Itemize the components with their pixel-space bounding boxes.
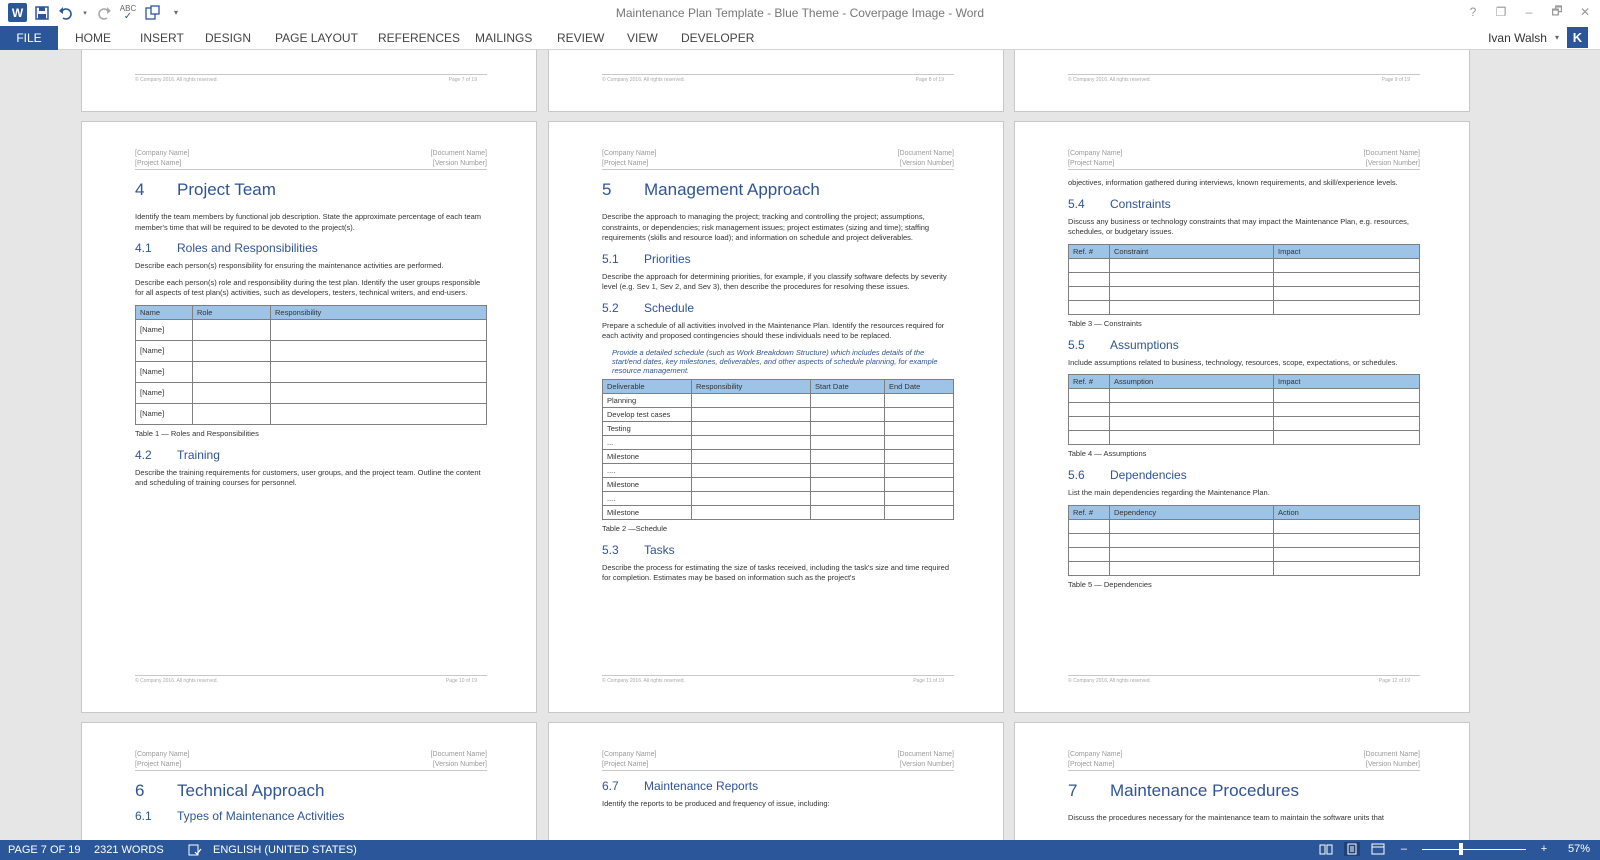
paragraph: objectives, information gathered during interviews, known requirements, and skill/experience levels. — [1068, 178, 1398, 187]
paragraph: Discuss any business or technology constraints that may impact the Maintenance Plan, e.g. resources, schedules, or budgetary issues. — [1068, 216, 1410, 236]
close-icon[interactable]: ✕ — [1579, 5, 1591, 19]
zoom-in-icon[interactable]: + — [1540, 843, 1548, 855]
constraints-table — [1068, 244, 1420, 315]
save-icon[interactable] — [33, 4, 51, 22]
table-row: Develop test cases — [603, 407, 954, 421]
spelling-icon[interactable]: ABC ✓ — [119, 3, 137, 22]
word-icon[interactable]: W — [8, 3, 27, 22]
paragraph: Describe the training requirements for customers, user groups, and the project team. Outline the content and scheduling of training courses for personnel. — [135, 467, 481, 487]
heading-maintenance-procedures: 7 Maintenance Procedures — [1068, 781, 1300, 800]
page-body — [602, 779, 954, 816]
page-header: [Company Name] [Project Name] [Document Name] [Version Number] — [1068, 148, 1420, 170]
page-footer: © Company 2016. All rights reserved. Page 7 of 19 — [135, 74, 487, 83]
heading-schedule: 5.2 Schedule — [602, 300, 695, 315]
table-row — [1069, 547, 1420, 561]
table-header: Role — [193, 305, 271, 319]
document-area[interactable] — [0, 50, 1600, 840]
paragraph: Identify the team members by functional job description. State the approximate percentage of each team member's time that will be required to be devoted to the project(s). — [135, 212, 482, 232]
table-header: End Date — [885, 379, 954, 393]
web-layout-icon[interactable] — [1370, 842, 1386, 856]
heading-assumptions: 5.5 Assumptions — [1068, 337, 1179, 352]
paragraph: Describe the approach for determining priorities, for example, if you classify software defects by severity level (e.g. Sev 1, Sev 2, and Sev 3), then describe the procedures for resolving these issues. — [602, 271, 947, 291]
tab-insert[interactable]: INSERT — [140, 31, 184, 45]
table-header: Start Date — [811, 379, 885, 393]
ribbon-tabs — [0, 26, 1600, 50]
status-bar — [0, 840, 1600, 860]
user-account[interactable] — [1488, 27, 1588, 48]
table-header: Constraint — [1110, 244, 1274, 258]
restore-icon[interactable]: 🗗 — [1551, 3, 1563, 18]
print-preview-icon[interactable] — [143, 4, 161, 22]
heading-maintenance-activities: 6.1 Types of Maintenance Activities — [135, 809, 345, 823]
table-header: Action — [1274, 505, 1420, 519]
paragraph: Describe each person(s) role and responsibility during the test plan. Identify the user groups responsible for all aspects of test plan(s) activities, such as developers, testers, technical writers, and end-users. — [135, 277, 481, 297]
proofing-icon[interactable] — [188, 844, 202, 859]
table-header: Ref. # — [1069, 244, 1110, 258]
page-footer: © Company 2016. All rights reserved. Page 8 of 19 — [602, 74, 954, 83]
help-icon[interactable]: ? — [1469, 5, 1477, 19]
table-row — [1069, 561, 1420, 575]
page-body — [135, 779, 487, 829]
table-row: ... — [603, 435, 954, 449]
heading-project-team: 4 Project Team — [135, 180, 276, 199]
table-row: Testing — [603, 421, 954, 435]
page-9 — [1014, 50, 1470, 112]
tab-file[interactable]: FILE — [0, 26, 58, 50]
table-row — [1069, 286, 1420, 300]
table-row — [1069, 519, 1420, 533]
table-header: Name — [136, 305, 193, 319]
heading-dependencies: 5.6 Dependencies — [1068, 468, 1187, 482]
table-header: Impact — [1274, 244, 1420, 258]
page-13 — [81, 722, 537, 840]
heading-constraints: 5.4 Constraints — [1068, 196, 1171, 211]
avatar: K — [1567, 27, 1588, 48]
table-row: Milestone — [603, 449, 954, 463]
table-caption: Table 1 — Roles and Responsibilities — [135, 428, 259, 438]
heading-training: 4.2 Training — [135, 447, 220, 462]
page-14 — [548, 722, 1004, 840]
table-row: .... — [603, 491, 954, 505]
language[interactable]: ENGLISH (UNITED STATES) — [213, 844, 357, 856]
table-caption: Table 3 — Constraints — [1068, 318, 1142, 328]
view-zoom-controls — [1318, 842, 1590, 856]
page-8 — [548, 50, 1004, 112]
tab-mailings[interactable]: MAILINGS — [475, 31, 533, 45]
page-7 — [81, 50, 537, 112]
schedule-table — [602, 379, 954, 520]
page-count[interactable]: PAGE 7 OF 19 — [8, 844, 81, 856]
quick-access-toolbar — [8, 3, 185, 22]
table-row: [Name] — [136, 382, 487, 403]
tab-references[interactable]: REFERENCES — [378, 31, 461, 45]
table-row — [1069, 300, 1420, 314]
table-header: Ref. # — [1069, 375, 1110, 389]
word-count[interactable]: 2321 WORDS — [94, 844, 164, 856]
page-footer: © Company 2016. All rights reserved. Page 9 of 19 — [1068, 74, 1420, 83]
paragraph: Identify the reports to be produced and frequency of issue, including: — [602, 799, 830, 808]
tab-design[interactable]: DESIGN — [205, 31, 252, 45]
table-caption: Table 4 — Assumptions — [1068, 449, 1147, 458]
page-header: [Company Name] [Project Name] [Document Name] [Version Number] — [135, 148, 487, 170]
table-row — [1069, 403, 1420, 417]
page-12 — [1014, 121, 1470, 713]
table-row: [Name] — [136, 340, 487, 361]
table-row: .... — [603, 463, 954, 477]
heading-management-approach: 5 Management Approach — [602, 180, 820, 199]
table-header: Assumption — [1110, 375, 1274, 389]
print-layout-icon[interactable] — [1344, 842, 1360, 856]
tab-developer[interactable]: DEVELOPER — [681, 31, 755, 45]
paragraph: List the main dependencies regarding the Maintenance Plan. — [1068, 488, 1270, 497]
page-header: [Company Name] [Project Name] [Document Name] [Version Number] — [135, 749, 487, 771]
tab-home[interactable]: HOME — [75, 31, 111, 45]
table-row: Milestone — [603, 505, 954, 519]
page-footer: © Company 2016. All rights reserved. Page 11 of 19 — [602, 675, 954, 684]
minimize-icon[interactable]: – — [1525, 5, 1533, 19]
page-footer: © Company 2016. All rights reserved. Page 12 of 19 — [1068, 675, 1420, 684]
paragraph: Describe the process for estimating the size of tasks received, including the task's size and time required for completion. Estimates may be based on information such as the project's — [602, 562, 950, 582]
customize-qat-icon[interactable]: ▾ — [173, 8, 178, 17]
table-header: Dependency — [1110, 505, 1274, 519]
heading-priorities: 5.1 Priorities — [602, 251, 691, 266]
page-11 — [548, 121, 1004, 713]
table-row — [1069, 272, 1420, 286]
undo-dropdown-icon[interactable]: ▾ — [83, 9, 87, 17]
roles-table — [135, 305, 487, 425]
chevron-down-icon: ▾ — [1554, 33, 1559, 42]
title-bar — [0, 0, 1600, 26]
page-10 — [81, 121, 537, 713]
zoom-out-icon[interactable]: – — [1400, 843, 1408, 855]
page-header: [Company Name] [Project Name] [Document Name] [Version Number] — [602, 749, 954, 771]
table-row — [1069, 389, 1420, 403]
table-row — [1069, 417, 1420, 431]
paragraph: Discuss the procedures necessary for the maintenance team to maintain the software units that — [1068, 813, 1384, 822]
heading-maintenance-reports: 6.7 Maintenance Reports — [602, 779, 759, 793]
zoom-level[interactable]: 57% — [1567, 843, 1590, 855]
page-15 — [1014, 722, 1470, 840]
table-caption: Table 5 — Dependencies — [1068, 579, 1152, 589]
assumptions-table — [1068, 374, 1420, 445]
table-row — [1069, 533, 1420, 547]
tab-view[interactable]: VIEW — [627, 31, 658, 45]
table-header: Responsibility — [271, 305, 487, 319]
table-header: Deliverable — [603, 379, 692, 393]
page-header: [Company Name] [Project Name] [Document Name] [Version Number] — [1068, 749, 1420, 771]
table-header: Ref. # — [1069, 505, 1110, 519]
paragraph: Include assumptions related to business, technology, resources, scope, expectations, or schedules. — [1068, 357, 1398, 367]
tab-page-layout[interactable]: PAGE LAYOUT — [275, 31, 358, 45]
page-body — [1068, 178, 1420, 599]
user-name: Ivan Walsh — [1488, 30, 1547, 45]
document-title: Maintenance Plan Template - Blue Theme - Coverpage Image - Word — [615, 6, 985, 20]
table-header: Impact — [1274, 375, 1420, 389]
ribbon-display-options-icon[interactable]: ❐ — [1495, 5, 1507, 19]
page-body — [1068, 779, 1420, 830]
instruction-note: Provide a detailed schedule (such as Work Breakdown Structure) which includes details of the start/end dates, key milestones, deliverables, and other aspects of schedule planning, for example resource management. — [612, 347, 938, 375]
table-row — [1069, 258, 1420, 272]
redo-icon[interactable] — [95, 4, 113, 22]
window-controls — [1462, 2, 1596, 22]
table-row — [1069, 431, 1420, 445]
table-caption: Table 2 —Schedule — [602, 523, 668, 533]
heading-tasks: 5.3 Tasks — [602, 542, 675, 557]
read-mode-icon[interactable] — [1318, 842, 1334, 856]
heading-roles: 4.1 Roles and Responsibilities — [135, 241, 318, 255]
page-body — [135, 178, 487, 495]
zoom-slider[interactable] — [1422, 842, 1526, 856]
undo-icon[interactable] — [57, 4, 75, 22]
table-row: [Name] — [136, 403, 487, 424]
table-row: Planning — [603, 393, 954, 407]
table-header: Responsibility — [692, 379, 811, 393]
page-body — [602, 178, 954, 590]
paragraph: Describe the approach to managing the project; tracking and controlling the project; assumptions, constraints, or dependencies; risk management issues; project estimates (sizing and time); staffing requirements (skills and resource load); and information on schedule and project deliverables. — [602, 212, 930, 242]
page-footer: © Company 2016. All rights reserved. Page 10 of 19 — [135, 675, 487, 684]
paragraph: Describe each person(s) responsibility for ensuring the maintenance activities are performed. — [135, 261, 444, 270]
paragraph: Prepare a schedule of all activities involved in the Maintenance Plan. Identify the resources required for each activity and proposed contingencies should these individuals need to be replaced. — [602, 320, 945, 340]
heading-technical-approach: 6 Technical Approach — [135, 781, 325, 800]
table-row: [Name] — [136, 361, 487, 382]
zoom-slider-thumb[interactable] — [1459, 843, 1463, 855]
table-row: Milestone — [603, 477, 954, 491]
page-header: [Company Name] [Project Name] [Document Name] [Version Number] — [602, 148, 954, 170]
dependencies-table — [1068, 505, 1420, 576]
table-row: [Name] — [136, 319, 487, 340]
tab-review[interactable]: REVIEW — [557, 31, 605, 45]
